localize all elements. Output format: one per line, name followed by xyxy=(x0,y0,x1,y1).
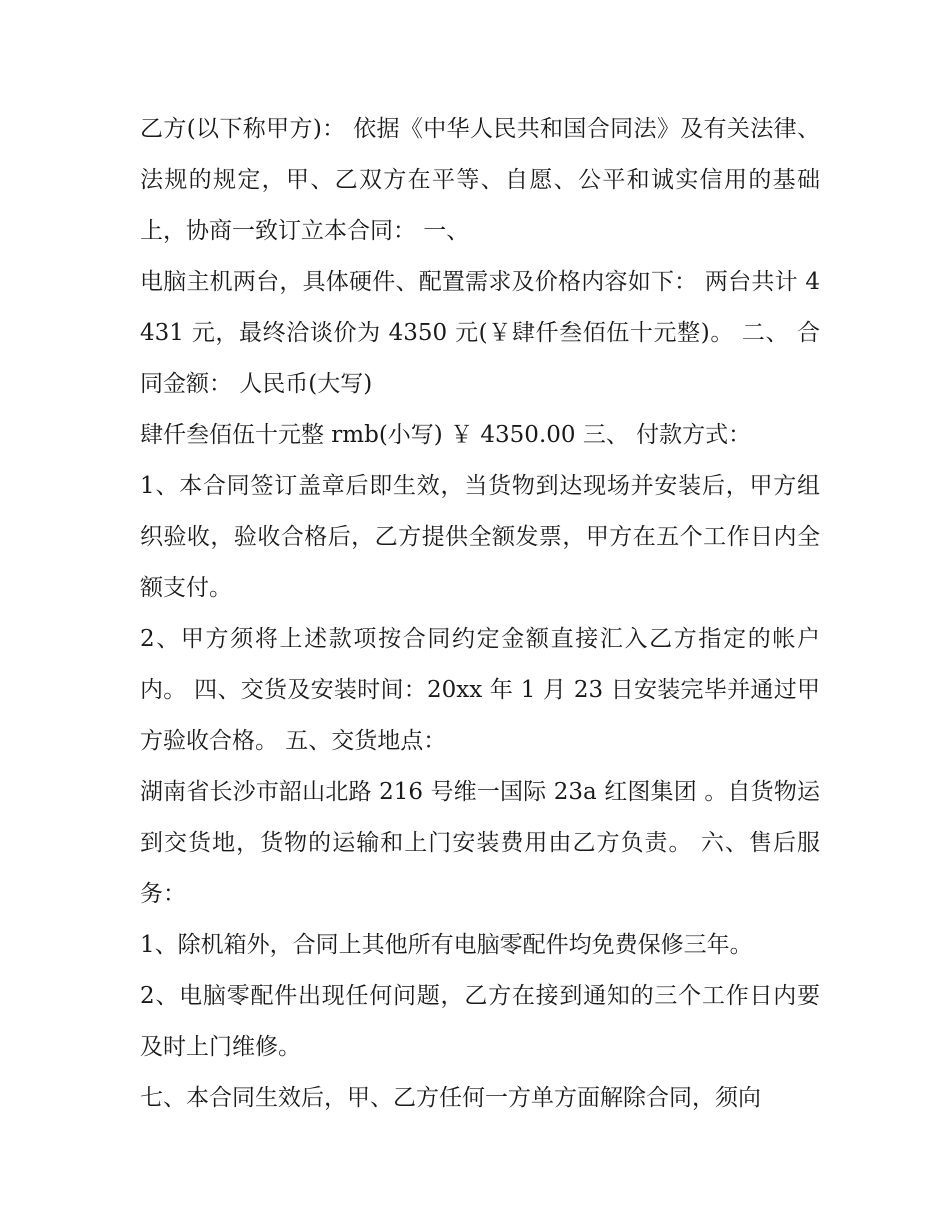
paragraph-amount-payment: 肆仟叁佰伍十元整 rmb(小写) ￥ 4350.00 三、 付款方式： xyxy=(140,422,752,448)
contract-body xyxy=(140,104,820,1124)
paragraph-service-1: 1、除机箱外，合同上其他所有电脑零配件均免费保修三年。 xyxy=(140,932,753,958)
paragraph-intro: 乙方(以下称甲方)： 依据《中华人民共和国合同法》及有关法律、法规的规定，甲、乙双方在平等、自愿、公平和诚实信用的基础上，协商一致订立本合同： 一、 xyxy=(140,116,820,244)
paragraph-product-price: 电脑主机两台，具体硬件、配置需求及价格内容如下： 两台共计 4431 元，最终洽谈价为 4350 元(￥肆仟叁佰伍十元整)。 二、 合同金额： 人民币(大写) xyxy=(140,269,820,397)
paragraph-payment-term-2: 2、甲方须将上述款项按合同约定金额直接汇入乙方指定的帐户内。 四、交货及安装时间：20xx 年 1 月 23 日安装完毕并通过甲方验收合格。 五、交货地点： xyxy=(140,626,820,754)
paragraph-delivery-location: 湖南省长沙市韶山北路 216 号维一国际 23a 红图集团 。自货物运到交货地，货物的运输和上门安装费用由乙方负责。 六、售后服务： xyxy=(140,779,820,907)
paragraph-payment-term-1: 1、本合同签订盖章后即生效，当货物到达现场并安装后，甲方组织验收，验收合格后，乙方提供全额发票，甲方在五个工作日内全额支付。 xyxy=(140,473,820,601)
paragraph-service-2: 2、电脑零配件出现任何问题，乙方在接到通知的三个工作日内要及时上门维修。 xyxy=(140,983,820,1060)
paragraph-termination: 七、本合同生效后，甲、乙方任何一方单方面解除合同，须向 xyxy=(140,1085,761,1111)
